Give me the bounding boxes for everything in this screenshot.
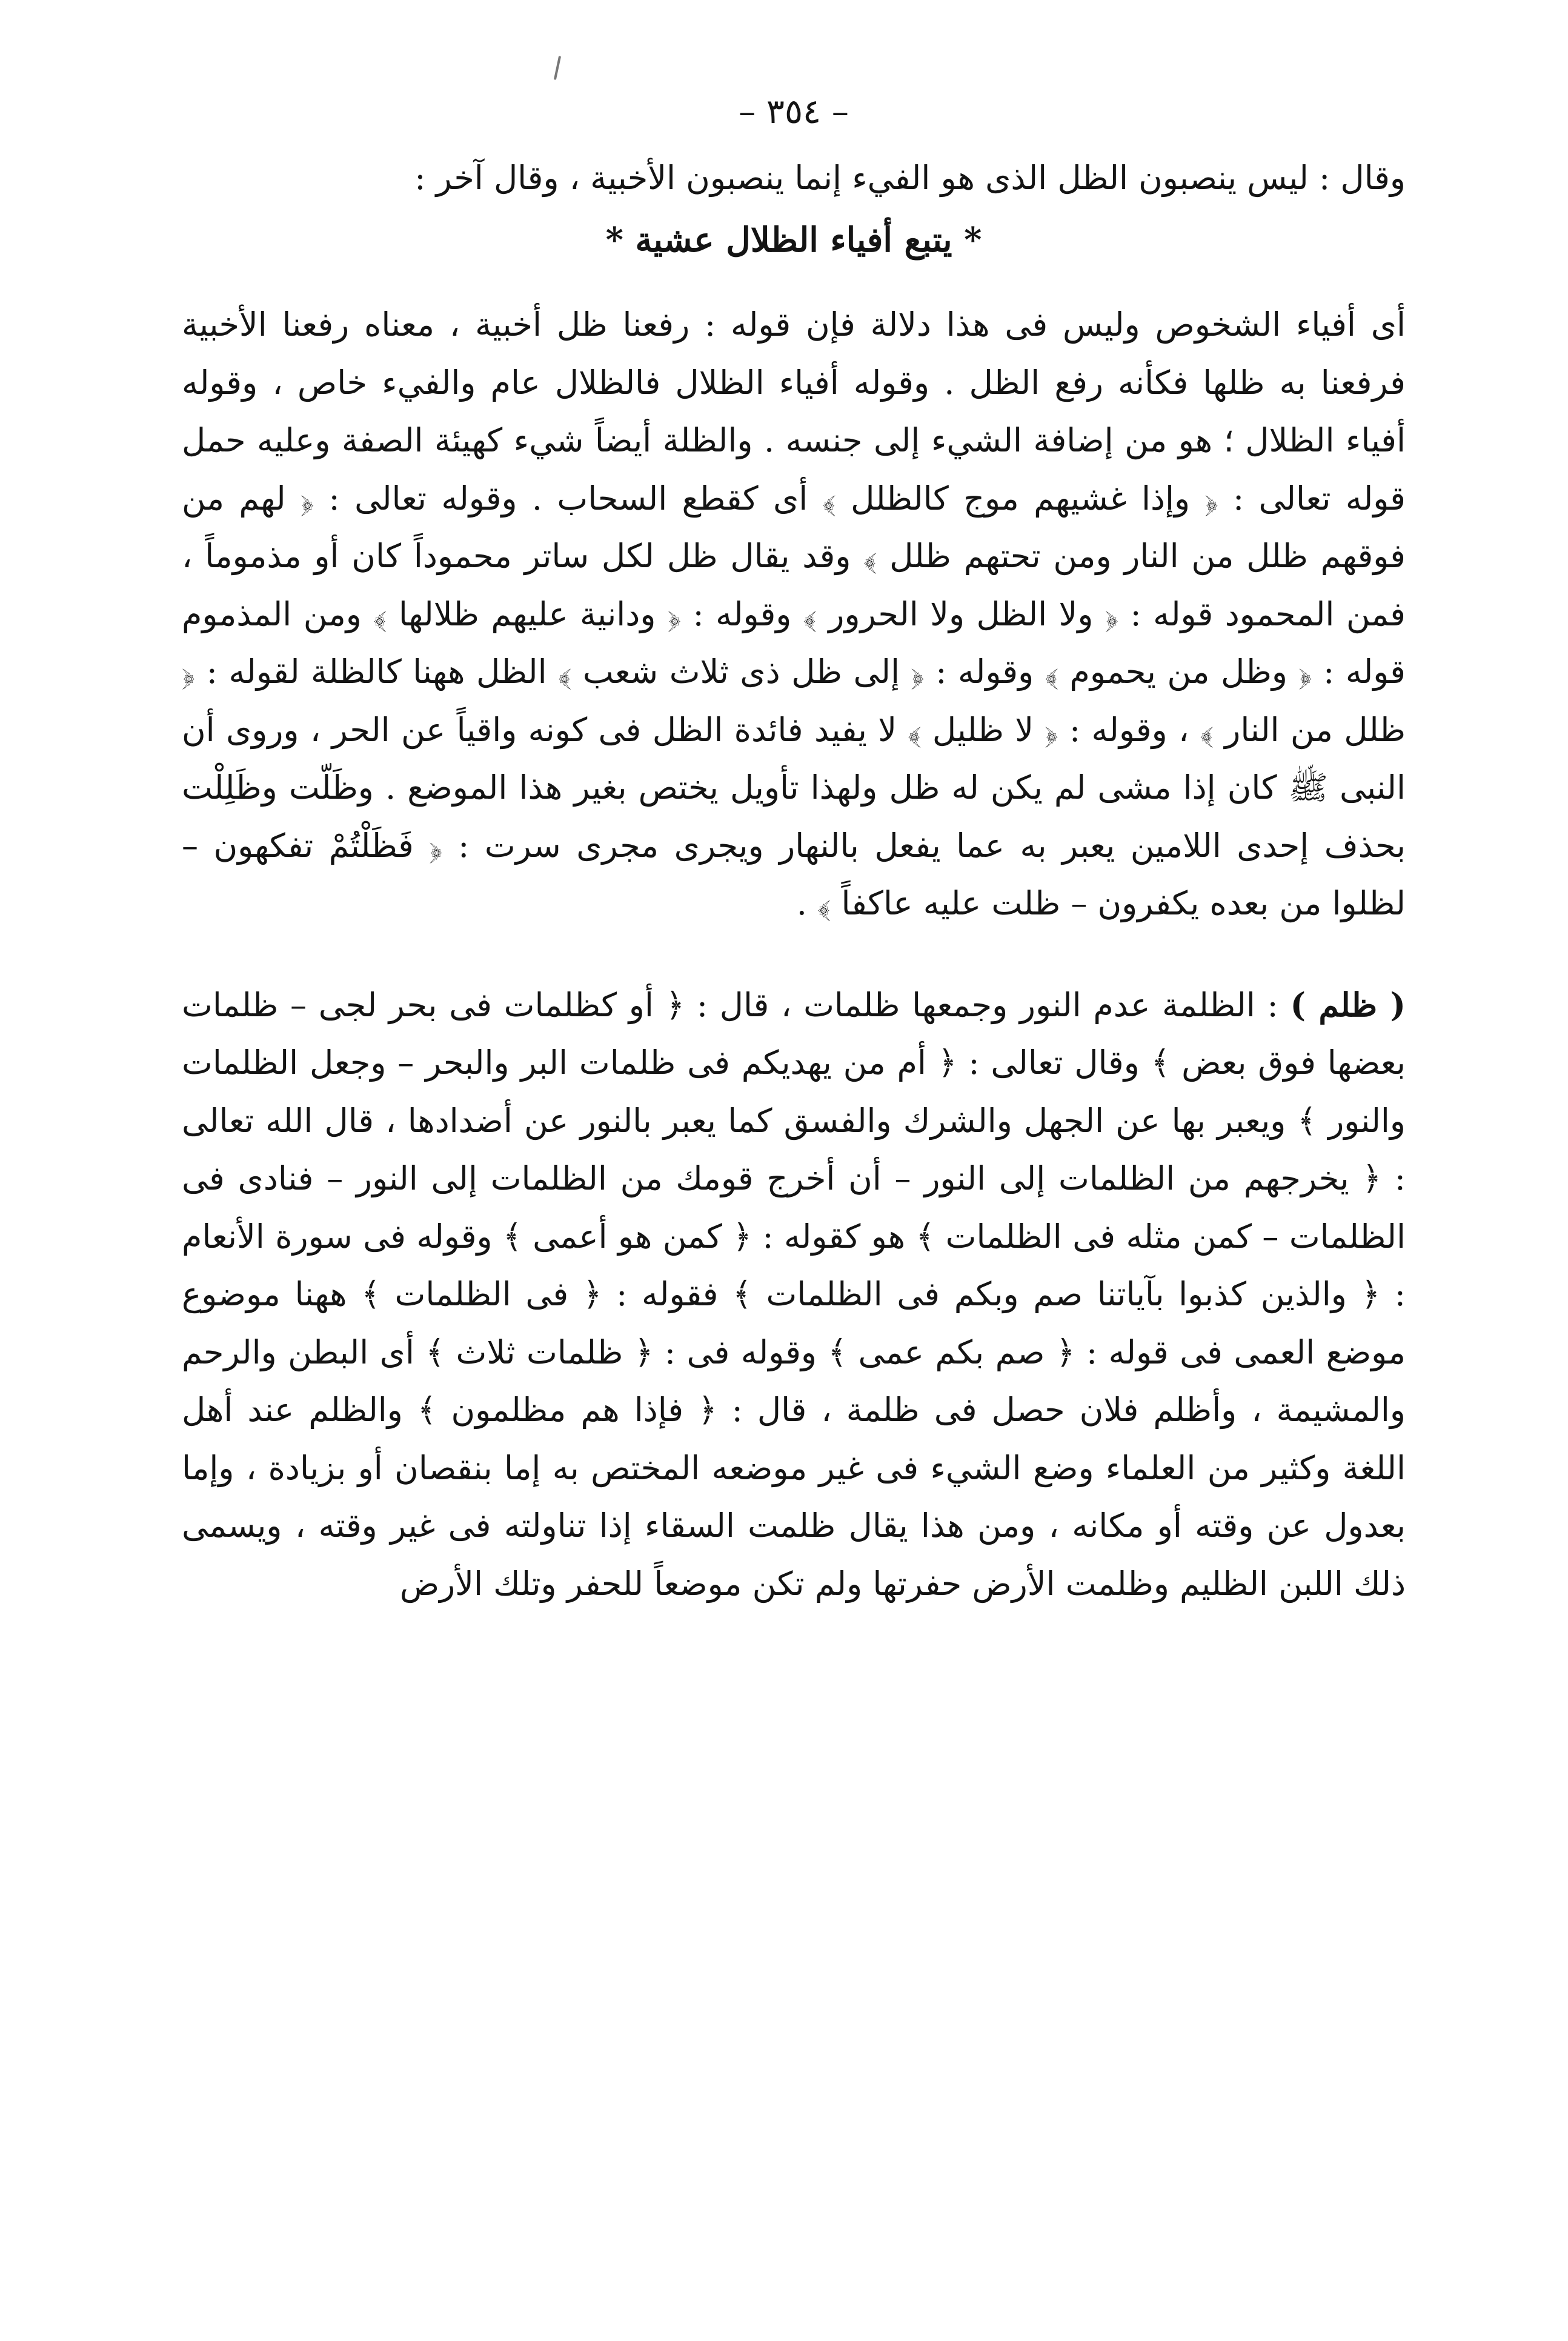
- paragraph-2-text: : الظلمة عدم النور وجمعها ظلمات ، قال : ﴿ أو كظلمات فى بحر لجى – ظلمات بعضها فوق بعض ﴾ وقال تعالى : ﴿ أم من يهديكم فى ظلمات البر والبحر – وجعل الظلمات والنور ﴾ ويعبر بها عن الجهل والشرك والفسق كما يعبر بالنور عن أضدادها ، قال الله تعالى : ﴿ يخرجهم من الظلمات إلى النور – أن أخرج قومك من الظلمات إلى النور – فنادى فى الظلمات – كمن مثله فى الظلمات ﴾ هو كقوله : ﴿ كمن هو أعمى ﴾ وقوله فى سورة الأنعام : ﴿ والذين كذبوا بآياتنا صم وبكم فى الظلمات ﴾ فقوله : ﴿ فى الظلمات ﴾ ههنا موضوع موضع العمى فى قوله : ﴿ صم بكم عمى ﴾ وقوله فى : ﴿ ظلمات ثلاث ﴾ أى البطن والرحم والمشيمة ، وأظلم فلان حصل فى ظلمة ، قال : ﴿ فإذا هم مظلمون ﴾ والظلم عند أهل اللغة وكثير من العلماء وضع الشيء فى غير موضعه المختص به إما بنقصان أو بزيادة ، وإما بعدول عن وقته أو مكانه ، ومن هذا يقال ظلمت السقاء إذا تناولته فى غير وقته ، ويسمى ذلك اللبن الظليم وظلمت الأرض حفرتها ولم تكن موضعاً للحفر وتلك الأرض: [182, 985, 1406, 1603]
- verse-line: * يتبع أفياء الظلال عشية *: [605, 220, 982, 260]
- page-number: – ٣٥٤ –: [739, 92, 849, 132]
- paragraph-2: [182, 976, 1406, 1613]
- intro-line: وقال : ليس ينصبون الظل الذى هو الفيء إنما ينصبون الأخبية ، وقال آخر :: [414, 159, 1406, 197]
- paragraph-1: أى أفياء الشخوص وليس فى هذا دلالة فإن قوله : رفعنا ظل أخبية ، معناه رفعنا الأخبية فرفعنا به ظلها فكأنه رفع الظل . وقوله أفياء الظلال فالظلال عام والفيء خاص ، وقوله أفياء الظلال ؛ هو من إضافة الشيء إلى جنسه . والظلة أيضاً شيء كهيئة الصفة وعليه حمل قوله تعالى : ﴿ وإذا غشيهم موج كالظلل ﴾ أى كقطع السحاب . وقوله تعالى : ﴿ لهم من فوقهم ظلل من النار ومن تحتهم ظلل ﴾ وقد يقال ظل لكل ساتر محموداً كان أو مذموماً ، فمن المحمود قوله : ﴿ ولا الظل ولا الحرور ﴾ وقوله : ﴿ ودانية عليهم ظلالها ﴾ ومن المذموم قوله : ﴿ وظل من يحموم ﴾ وقوله : ﴿ إلى ظل ذى ثلاث شعب ﴾ الظل ههنا كالظلة لقوله : ﴿ ظلل من النار ﴾ ، وقوله : ﴿ لا ظليل ﴾ لا يفيد فائدة الظل فى كونه واقياً عن الحر ، وروى أن النبى ﷺ كان إذا مشى لم يكن له ظل ولهذا تأويل يختص بغير هذا الموضع . وظَلّت وظَلِلْت بحذف إحدى اللامين يعبر به عما يفعل بالنهار ويجرى مجرى سرت : ﴿ فَظَلْتُمْ تفكهون – لظلوا من بعده يكفرون – ظلت عليه عاكفاً ﴾ .: [182, 305, 1406, 922]
- scan-mark: [554, 56, 561, 80]
- entry-word: ( ظلم ): [1290, 985, 1406, 1024]
- book-page: [182, 91, 1406, 2273]
